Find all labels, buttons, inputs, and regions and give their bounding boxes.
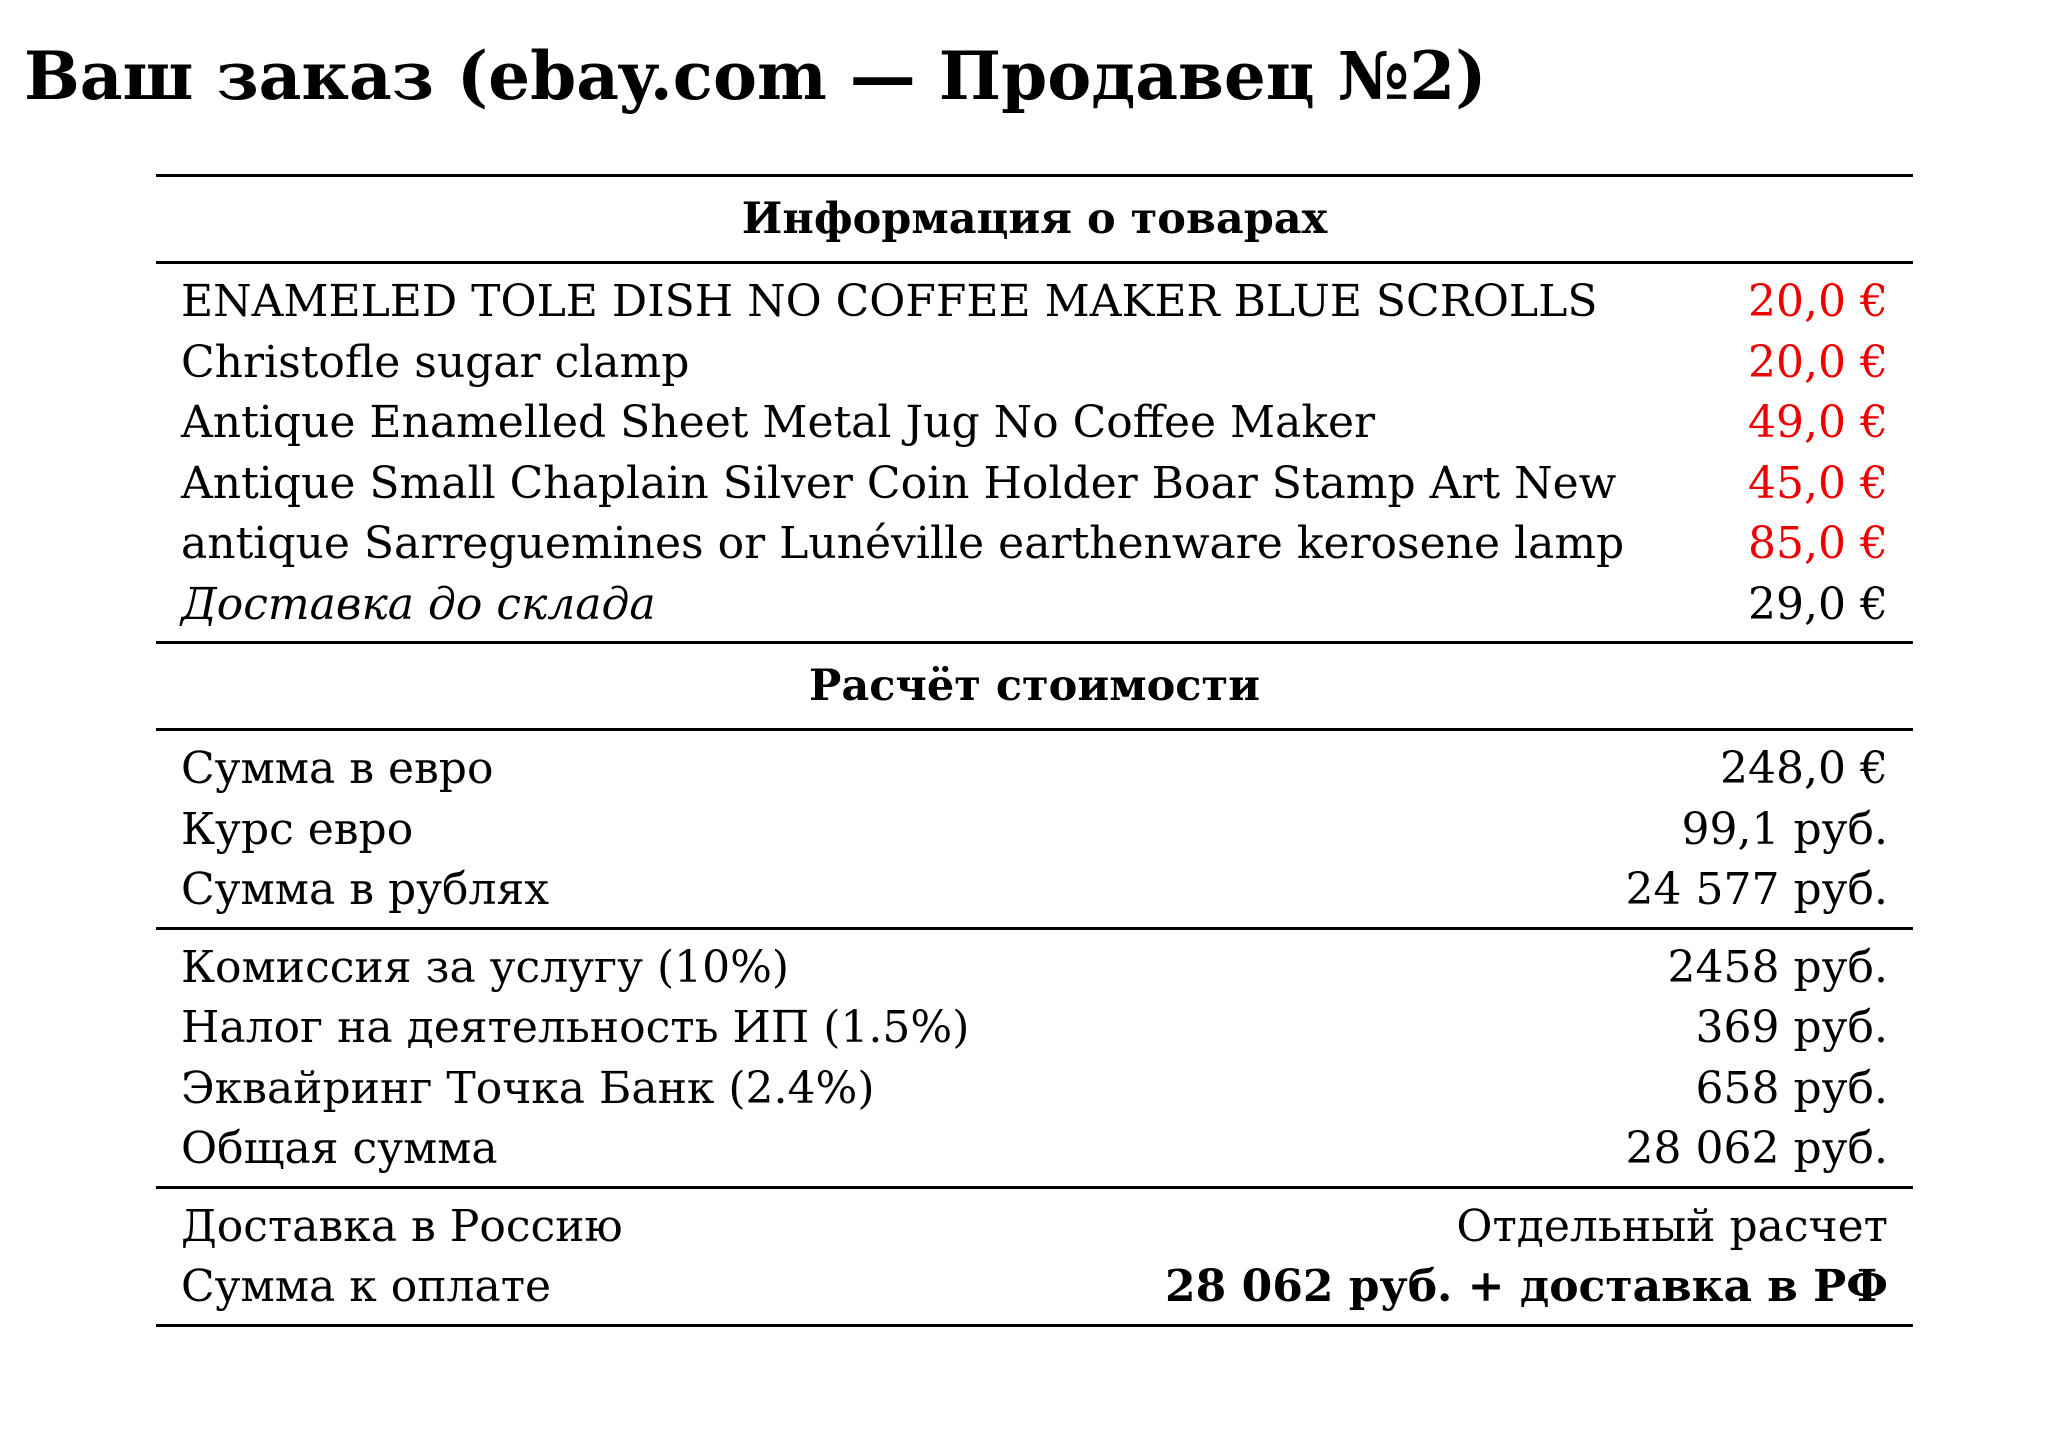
calc-section-heading: Расчёт стоимости [809, 661, 1260, 711]
item-price: 49,0 € [1748, 397, 1888, 448]
euro-rate-value: 99,1 руб. [1681, 803, 1888, 855]
goods-row [156, 272, 1913, 333]
to-pay-value: 28 062 руб. + доставка в РФ [1165, 1261, 1888, 1312]
sum-rub-row [156, 860, 1913, 921]
russia-delivery-row [156, 1197, 1913, 1258]
goods-row [156, 454, 1913, 515]
goods-row [156, 393, 1913, 454]
item-price: 20,0 € [1748, 336, 1888, 388]
total-value: 28 062 руб. [1625, 1123, 1888, 1174]
item-name: Christofle sugar clamp [181, 336, 690, 388]
service-fee-row [156, 938, 1913, 999]
warehouse-delivery-label: Доставка до склада [181, 578, 656, 630]
euro-rate-row [156, 800, 1913, 861]
order-table [156, 174, 1913, 1327]
russia-delivery-value: Отдельный расчет [1456, 1200, 1888, 1252]
sum-euro-row [156, 739, 1913, 800]
warehouse-delivery-row [156, 575, 1913, 636]
sum-euro-value: 248,0 € [1720, 743, 1888, 794]
goods-row [156, 333, 1913, 394]
sum-rub-label: Сумма в рублях [181, 864, 550, 915]
item-name: Antique Small Chaplain Silver Coin Holder Boar Stamp Art New [181, 457, 1617, 509]
fees-list [156, 930, 1913, 1186]
euro-rate-label: Курс евро [181, 803, 414, 855]
to-pay-row [156, 1257, 1913, 1318]
item-price: 45,0 € [1748, 457, 1888, 509]
conversion-list [156, 731, 1913, 927]
goods-row [156, 514, 1913, 575]
total-row [156, 1119, 1913, 1180]
service-fee-label: Комиссия за услугу (10%) [181, 941, 790, 993]
item-price: 20,0 € [1748, 276, 1888, 327]
page-title: Ваш заказ (ebay.com — Продавец №2) [24, 37, 1487, 115]
total-label: Общая сумма [181, 1123, 498, 1174]
acquiring-value: 658 руб. [1695, 1062, 1888, 1114]
to-pay-label: Сумма к оплате [181, 1261, 552, 1312]
goods-list [156, 264, 1913, 641]
acquiring-row [156, 1059, 1913, 1120]
service-fee-value: 2458 руб. [1667, 941, 1888, 993]
final-list [156, 1189, 1913, 1324]
tax-value: 369 руб. [1695, 1002, 1888, 1053]
russia-delivery-label: Доставка в Россию [181, 1200, 623, 1252]
sum-rub-value: 24 577 руб. [1625, 864, 1888, 915]
item-price: 85,0 € [1748, 518, 1888, 569]
item-name: ENAMELED TOLE DISH NO COFFEE MAKER BLUE SCROLLS [181, 276, 1598, 327]
item-name: Antique Enamelled Sheet Metal Jug No Coffee Maker [181, 397, 1376, 448]
tax-label: Налог на деятельность ИП (1.5%) [181, 1002, 970, 1053]
warehouse-delivery-value: 29,0 € [1748, 578, 1888, 630]
table-bottom-rule [156, 1324, 1913, 1327]
sum-euro-label: Сумма в евро [181, 743, 494, 794]
tax-row [156, 998, 1913, 1059]
acquiring-label: Эквайринг Точка Банк (2.4%) [181, 1062, 875, 1114]
item-name: antique Sarreguemines or Lunéville earthenware kerosene lamp [181, 518, 1625, 569]
goods-section-heading: Информация о товарах [741, 194, 1328, 244]
